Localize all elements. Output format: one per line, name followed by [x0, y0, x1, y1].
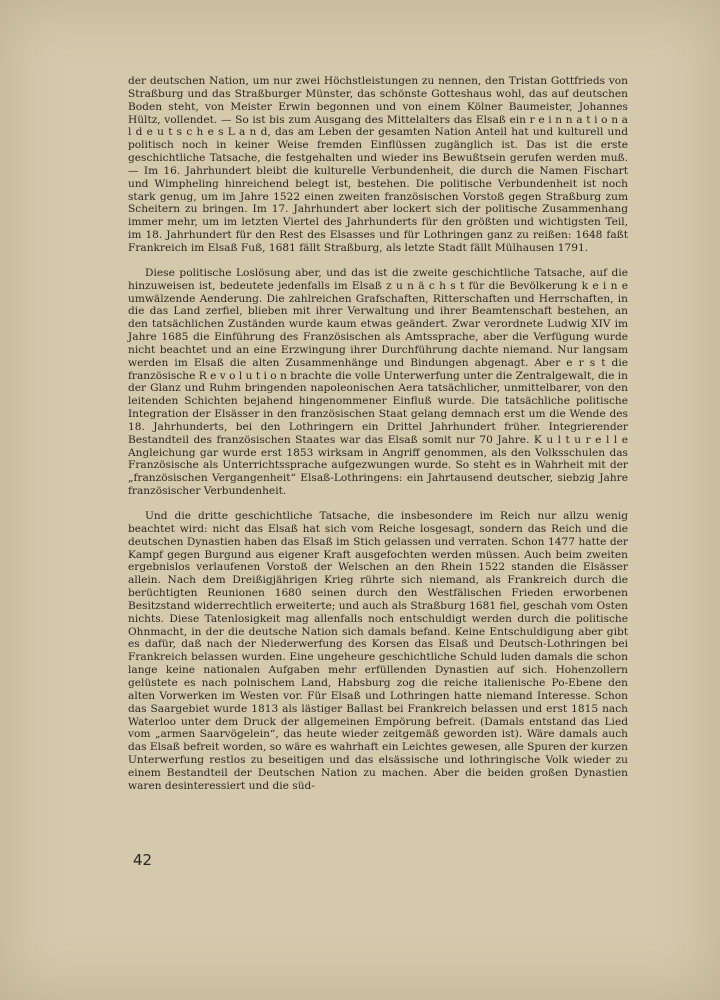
paragraph-3: Und die dritte geschichtliche Tatsache, die insbesondere im Reich nur allzu wenig beachtet wird: nicht das Elsaß hat sich vom Reiche losgesagt, sondern das Reich und die deutschen Dynastien haben das Elsaß im Stich gelassen und verraten. Schon 1477 hatte der Kampf gegen Burgund aus eigener Kraft ausgefochten werden müssen. Auch beim zweiten ergebnislos verlaufenen Vorstoß der Welschen an den Rhein 1522 standen die Elsässer allein. Nach dem Dreißigjährigen Krieg rührte sich niemand, als Frankreich durch die berüchtigten Reunionen 1680 seinen durch den Westfälischen Frieden erworbenen Besitzstand widerrechtlich erweiterte; und auch als Straßburg 1681 fiel, geschah vom Osten nichts. Diese Tatenlosigkeit mag allenfalls noch entschuldigt werden durch die politische Ohnmacht, in der die deutsche Nation sich damals befand. Keine Entschuldigung aber gibt es dafür, daß nach der Niederwerfung des Korsen das Elsaß und Deutsch-Lothringen bei Frankreich belassen wurden. Eine ungeheure geschichtliche Schuld luden damals die schon lange keine nationalen Aufgaben mehr erfüllenden Dynastien auf sich. Hohenzollern gelüstete es nach polnischem Land, Habsburg zog die reiche italienische Po-Ebene den alten Vorwerken im Westen vor. Für Elsaß und Lothringen hatte niemand Interesse. Schon das Saargebiet wurde 1813 als lästiger Ballast bei Frankreich belassen und erst 1815 nach Waterloo unter dem Druck der allgemeinen Empörung befreit. (Damals entstand das Lied vom „armen Saarvögelein“, das heute wieder zeitgemäß geworden ist). Wäre damals auch das Elsaß befreit worden, so wäre es wahrhaft ein Leichtes gewesen, alle Spuren der kurzen Unterwerfung restlos zu beseitigen und das elsässische und lothringische Volk wieder zu einem Bestandteil der Deutschen Nation zu machen. Aber die beiden großen Dynastien waren desinteressiert und die süd-: [128, 510, 628, 792]
body-text: [128, 75, 628, 805]
page-number: 42: [133, 851, 153, 869]
paragraph-1: der deutschen Nation, um nur zwei Höchstleistungen zu nennen, den Tristan Gottfrieds von Straßburg und das Straßburger Münster, das schönste Gotteshaus wohl, das auf deutschen Boden steht, von Meister Erwin begonnen und von einem Kölner Baumeister, Johannes Hültz, vollendet. — So ist bis zum Ausgang des Mittelalters das Elsaß ein r e i n n a t i o n a l d e u t s c h e s L a n d, das am Leben der gesamten Nation Anteil hat und kulturell und politisch noch in keiner Weise fremden Einflüssen zugänglich ist. Das ist die erste geschichtliche Tatsache, die festgehalten und wieder ins Bewußtsein gerufen werden muß. — Im 16. Jahrhundert bleibt die kulturelle Verbundenheit, die durch die Namen Fischart und Wimpheling hinreichend belegt ist, bestehen. Die politische Verbundenheit ist noch stark genug, um im Jahre 1522 einen zweiten französischen Vorstoß gegen Straßburg zum Scheitern zu bringen. Im 17. Jahrhundert aber lockert sich der politische Zusammenhang immer mehr, um im letzten Viertel des Jahrhunderts für den größten und wichtigsten Teil, im 18. Jahrhundert für den Rest des Elsasses und für Lothringen ganz zu reißen: 1648 faßt Frankreich im Elsaß Fuß, 1681 fällt Straßburg, als letzte Stadt fällt Mülhausen 1791.: [128, 75, 628, 254]
paragraph-2: Diese politische Loslösung aber, und das ist die zweite geschichtliche Tatsache, auf die hinzuweisen ist, bedeutete jedenfalls im Elsaß z u n ä c h s t für die Bevölkerung k e i n e umwälzende Aenderung. Die zahlreichen Grafschaften, Ritterschaften und Herrschaften, in die das Land zerfiel, blieben mit ihrer Verwaltung und ihrer Beamtenschaft bestehen, an den tatsächlichen Zuständen wurde kaum etwas geändert. Zwar verordnete Ludwig XIV im Jahre 1685 die Einführung des Französischen als Amtssprache, aber die Verfügung wurde nicht beachtet und an eine Erzwingung ihrer Durchführung dachte niemand. Nur langsam werden im Elsaß die alten Zusammenhänge und Bindungen abgenagt. Aber e r s t die französische R e v o l u t i o n brachte die volle Unterwerfung unter die Zentralgewalt, die in der Glanz und Ruhm bringenden napoleonischen Aera tatsächlicher, unmittelbarer, von den leitenden Schichten bejahend hingenommener Einfluß wurde. Die tatsächliche politische Integration der Elsässer in den französischen Staat gelang demnach erst um die Wende des 18. Jahrhunderts, bei den Lothringern ein Drittel Jahrhundert früher. Integrierender Bestandteil des französischen Staates war das Elsaß somit nur 70 Jahre. K u l t u r e l l e Angleichung gar wurde erst 1853 wirksam in Angriff genommen, als den Volksschulen das Französische als Unterrichtssprache aufgezwungen wurde. So steht es in Wahrheit mit der „französischen Vergangenheit“ Elsaß-Lothringens: ein Jahrtausend deutscher, siebzig Jahre französischer Verbundenheit.: [128, 266, 628, 498]
